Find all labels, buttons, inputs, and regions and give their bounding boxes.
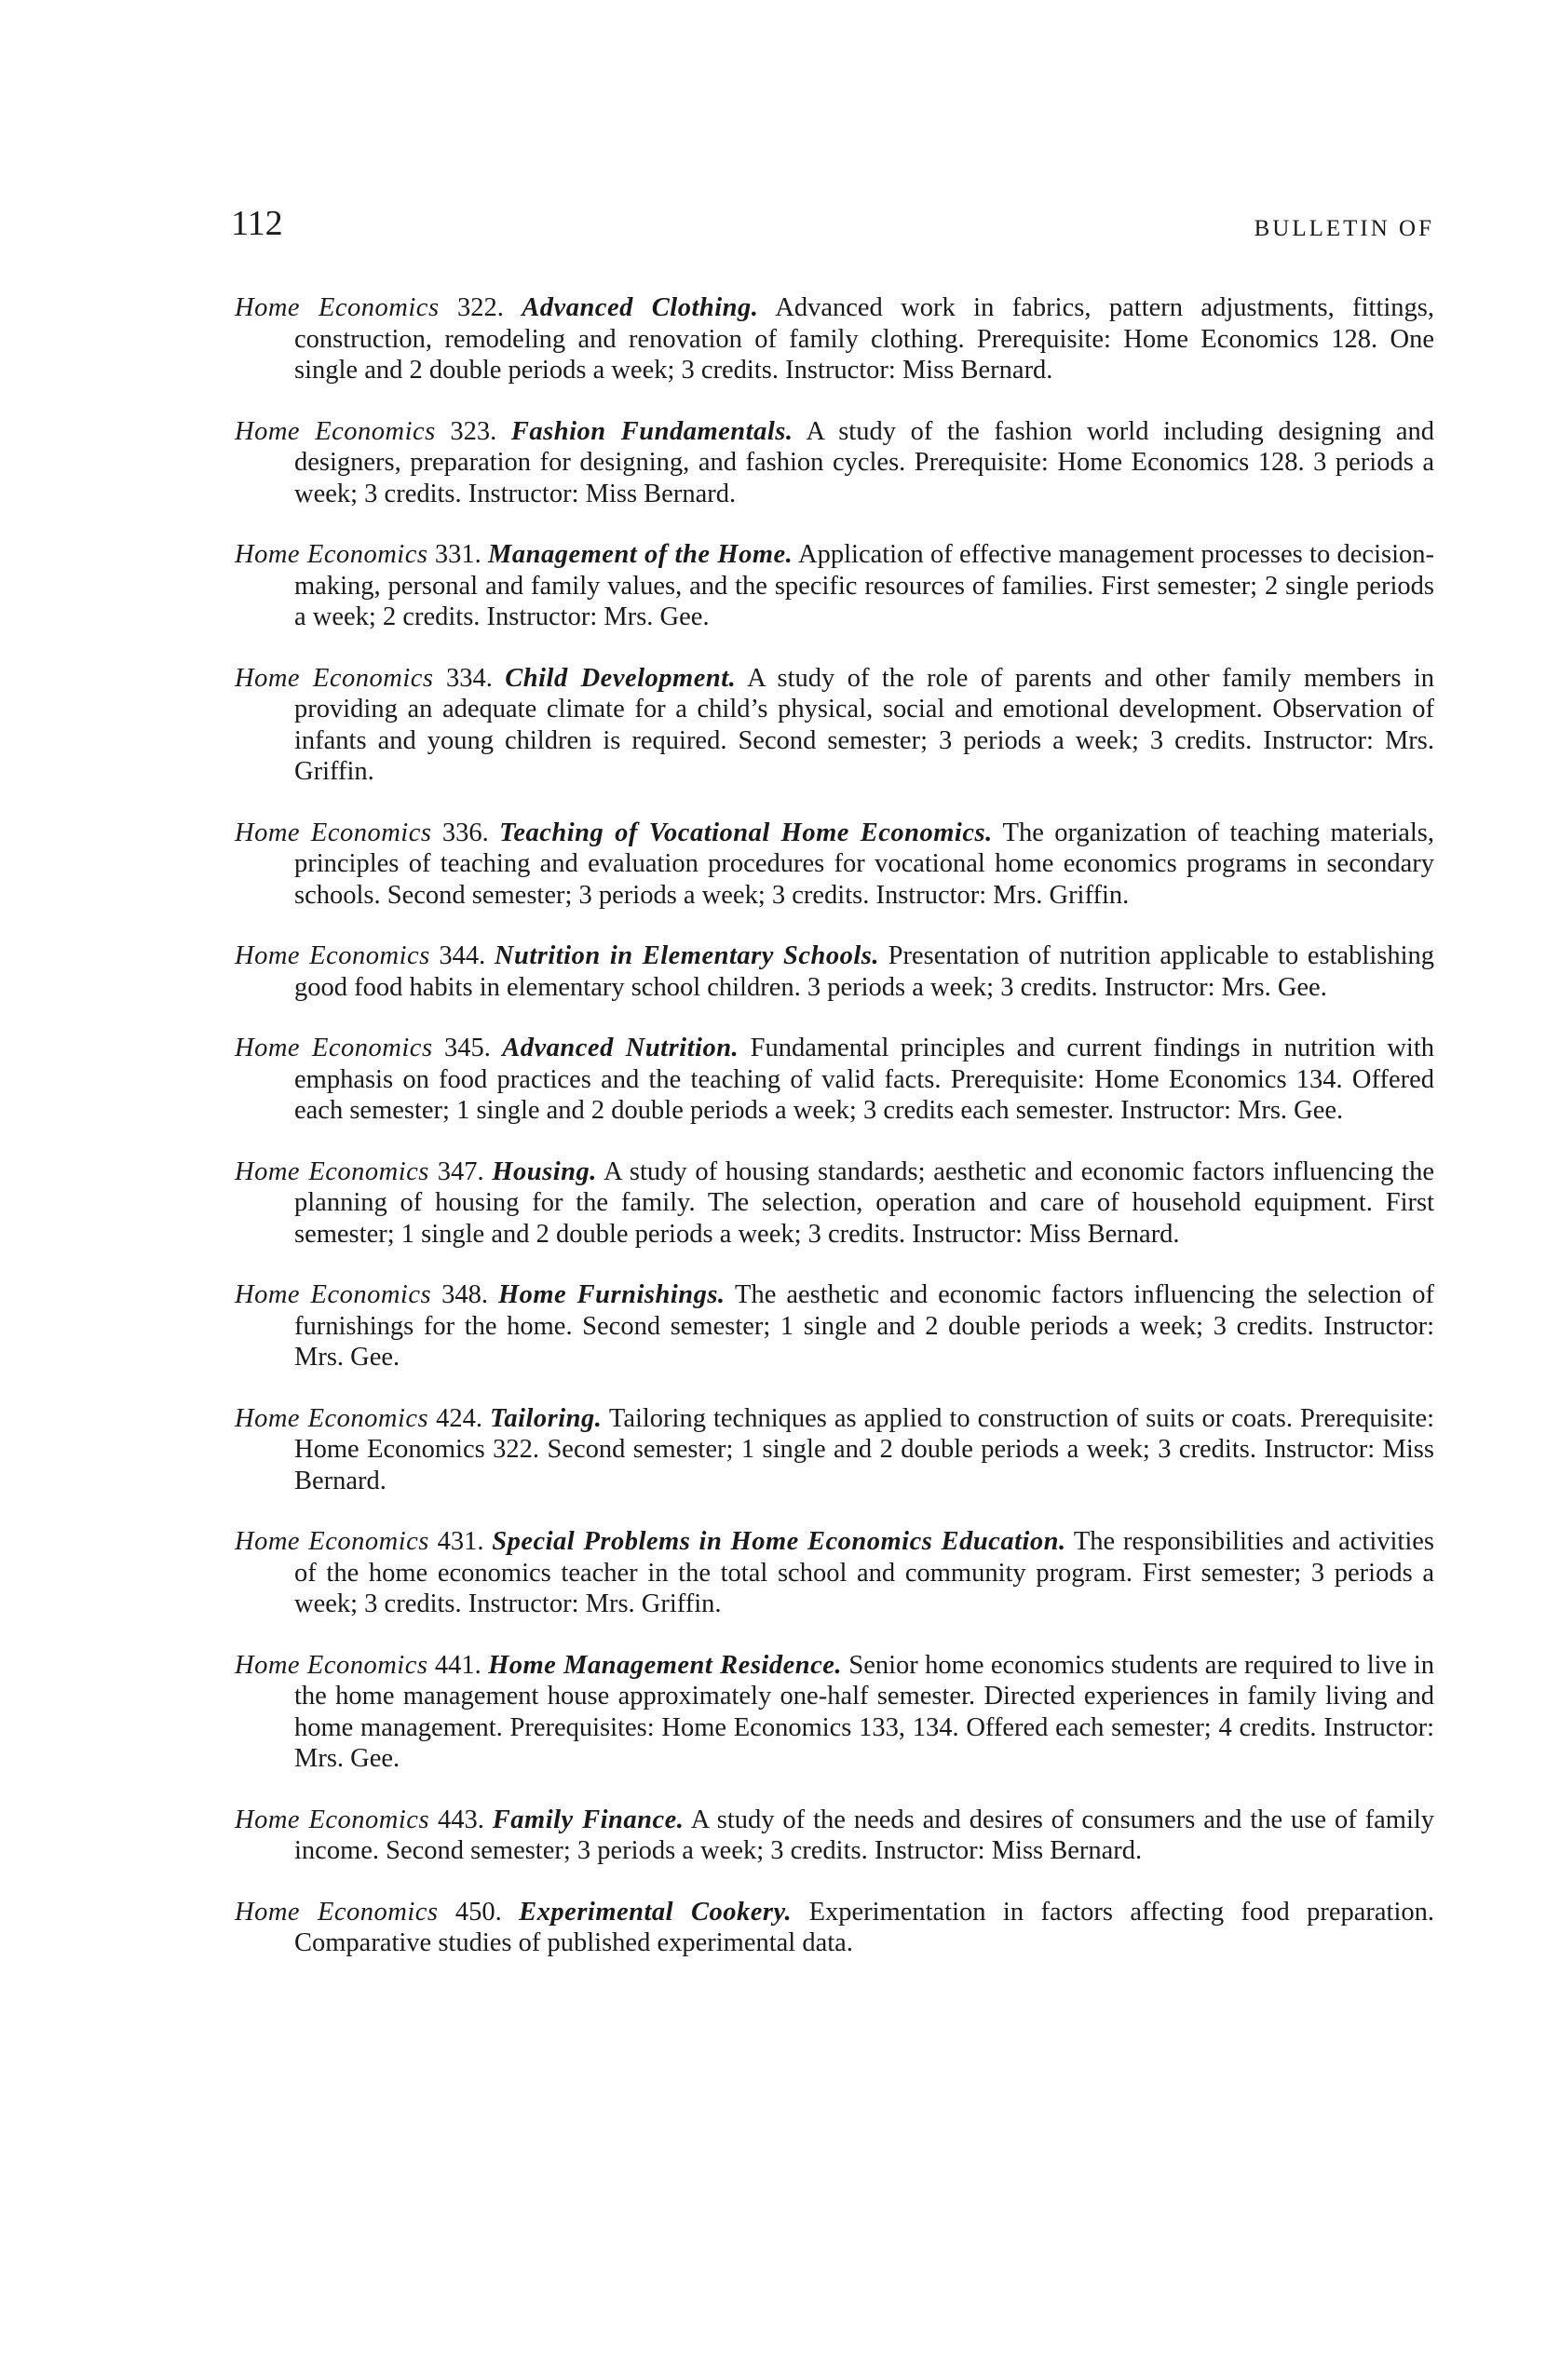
course-title: Nutrition in Elementary Schools. (494, 941, 880, 970)
course-department: Home Economics (235, 1280, 432, 1309)
course-description: Experimentation in factors affecting food preparation. Comparative studies of published experimental data. (294, 1897, 1435, 1957)
course-number: 336. (441, 818, 489, 847)
course-department: Home Economics (235, 1156, 429, 1186)
course-number: 334. (445, 663, 493, 693)
course-number: 345. (443, 1034, 491, 1062)
course-number: 323. (450, 416, 497, 446)
running-title: BULLETIN OF (1254, 216, 1434, 241)
course-entry (235, 1650, 1434, 1775)
course-description: A study of housing standards; aesthetic and economic factors influencing the planning of housing for the family. The selection, operation and care of household equipment. First semester; 1 single and 2 double periods a week; 3 credits. Instructor: Miss Bernard. (294, 1156, 1434, 1249)
course-entry (235, 1033, 1434, 1127)
course-entry (235, 818, 1434, 912)
course-number: 443. (437, 1805, 484, 1834)
course-description: The aesthetic and economic factors influencing the selection of furnishings for the home. Second semester; 1 single and 2 double periods a week; 3 credits. Instructor: Mrs. Gee. (294, 1280, 1434, 1372)
course-entry (235, 292, 1434, 386)
course-department: Home Economics (235, 540, 428, 569)
course-entry (235, 1526, 1434, 1620)
course-description: Application of effective management processes to decision-making, personal and family values, and the specific resources of families. First semester; 2 single periods a week; 2 credits. Instructor: Mrs. Gee. (294, 540, 1435, 631)
course-title: Special Problems in Home Economics Education. (492, 1527, 1066, 1556)
course-entry (235, 1897, 1434, 1959)
course-number: 424. (436, 1403, 483, 1433)
course-department: Home Economics (235, 1034, 433, 1062)
course-title: Experimental Cookery. (519, 1897, 793, 1927)
course-entry (235, 416, 1434, 510)
course-entry (235, 1156, 1434, 1251)
course-department: Home Economics (235, 1403, 429, 1433)
course-department: Home Economics (235, 818, 432, 847)
course-description: A study of the fashion world including designing and designers, preparation for designing, and fashion cycles. Prerequisite: Home Economics 128. 3 periods a week; 3 credits. Instructor: Miss Bernard. (294, 416, 1435, 508)
course-number: 331. (434, 540, 481, 569)
course-number: 348. (441, 1280, 488, 1309)
course-description: A study of the role of parents and other family members in providing an adequate climate for a child’s physical, social and emotional development. Observation of infants and young children is required. Second semester; 3 periods a week; 3 credits. Instructor: Mrs. Griffin. (294, 663, 1435, 786)
course-department: Home Economics (235, 1897, 439, 1927)
course-title: Home Management Residence. (488, 1650, 843, 1680)
course-title: Family Finance. (492, 1805, 685, 1834)
course-number: 450. (454, 1897, 502, 1927)
course-description: Fundamental principles and current findings in nutrition with emphasis on food practices and the teaching of valid facts. Prerequisite: Home Economics 134. Offered each semester; 1 single and 2 double periods a week; 3 credits each semester. Instructor: Mrs. Gee. (294, 1034, 1434, 1125)
course-description: Advanced work in fabrics, pattern adjustments, fittings, construction, remodeling and renovation of family clothing. Prerequisite: Home Economics 128. One single and 2 double periods a week; 3 credits. Instructor: Miss Bernard. (294, 293, 1435, 385)
course-description: A study of the needs and desires of consumers and the use of family income. Second semester; 3 periods a week; 3 credits. Instructor: Miss Bernard. (294, 1805, 1435, 1865)
course-title: Home Furnishings. (497, 1280, 726, 1309)
course-number: 322. (456, 293, 504, 322)
course-description: The organization of teaching materials, principles of teaching and evaluation procedures for vocational home economics programs in secondary schools. Second semester; 3 periods a week; 3 credits. Instructor: Mrs. Griffin. (294, 818, 1435, 910)
course-title: Management of the Home. (488, 540, 793, 569)
course-entry (235, 940, 1434, 1003)
course-department: Home Economics (235, 1805, 430, 1834)
course-department: Home Economics (235, 941, 430, 970)
course-department: Home Economics (235, 663, 434, 693)
course-entry (235, 663, 1434, 788)
course-title: Tailoring. (490, 1403, 603, 1433)
course-number: 441. (434, 1650, 481, 1680)
course-description: Tailoring techniques as applied to construction of suits or coats. Prerequisite: Home Economics 322. Second semester; 1 single and 2 double periods a week; 3 credits. Instructor: Miss Bernard. (294, 1403, 1435, 1495)
course-entry (235, 1279, 1434, 1373)
course-number: 347. (437, 1156, 484, 1186)
course-department: Home Economics (235, 1650, 428, 1680)
course-department: Home Economics (235, 416, 436, 446)
course-entry (235, 1403, 1434, 1497)
course-title: Child Development. (505, 663, 737, 693)
course-description: Presentation of nutrition applicable to establishing good food habits in elementary school children. 3 periods a week; 3 credits. Instructor: Mrs. Gee. (294, 941, 1435, 1002)
course-department: Home Economics (235, 293, 440, 322)
course-description: The responsibilities and activities of the home economics teacher in the total school and community program. First semester; 3 periods a week; 3 credits. Instructor: Mrs. Griffin. (294, 1527, 1435, 1618)
course-title: Advanced Clothing. (522, 293, 759, 322)
course-title: Advanced Nutrition. (502, 1034, 739, 1062)
page-number: 112 (231, 204, 283, 243)
course-description: Senior home economics students are required to live in the home management house approximately one-half semester. Directed experiences in family living and home management. Prerequisites: Home Economics 133, 134. Offered each semester; 4 credits. Instructor: Mrs. Gee. (294, 1650, 1435, 1773)
course-number: 431. (437, 1527, 484, 1556)
course-entry (235, 539, 1434, 633)
course-department: Home Economics (235, 1527, 429, 1556)
course-title: Fashion Fundamentals. (510, 416, 793, 446)
course-list (235, 292, 1434, 1989)
course-title: Housing. (492, 1156, 597, 1186)
course-entry (235, 1805, 1434, 1867)
course-title: Teaching of Vocational Home Economics. (499, 818, 993, 847)
running-head (231, 196, 1434, 251)
course-number: 344. (439, 941, 486, 970)
